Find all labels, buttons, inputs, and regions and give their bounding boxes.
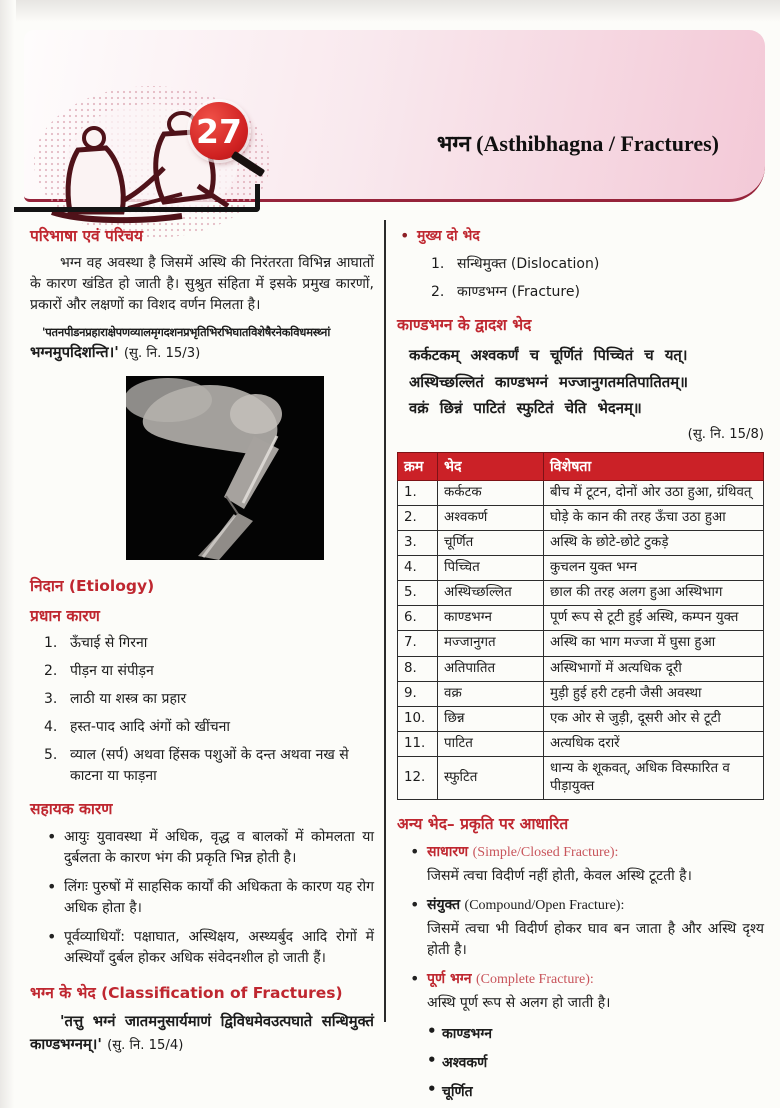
helping-causes-heading: सहायक कारण: [30, 799, 113, 818]
table-row: 9. वक्र मुड़ी हुई हरी टहनी जैसी अवस्था: [398, 681, 764, 706]
table-row: 6. काण्डभग्न पूर्ण रूप से टूटी हुई अस्थि, कम्पन युक्त: [398, 606, 764, 631]
list-item: 1. ऊँचाई से गिरना: [44, 634, 148, 651]
etiology-heading: निदान (Etiology): [30, 576, 155, 595]
other-type-compound: • संयुक्त (Compound/Open Fracture):: [407, 895, 764, 916]
table-row: 4. पिच्चित कुचलन युक्त भग्न: [398, 556, 764, 581]
table-row: 2. अश्वकर्ण घोड़े के कान की तरह ऊँचा उठा हुआ: [398, 505, 764, 530]
table-row: 7. मज्जानुगत अस्थि का भाग मज्जा में घुसा हुआ: [398, 631, 764, 656]
twelve-types-table: [397, 452, 764, 800]
col-header-bhed: भेद: [438, 452, 544, 480]
classification-heading: भग्न के भेद (Classification of Fractures): [30, 983, 343, 1002]
table-row: 11. पाटित अत्यधिक दरारें: [398, 731, 764, 756]
chapter-number: 27: [196, 111, 242, 151]
other-type-complete: • पूर्ण भग्न (Complete Fracture):: [407, 969, 764, 990]
intro-paragraph: भग्न वह अवस्था है जिसमें अस्थि की निरंतरता विभिन्न आघातों के कारण खंडित हो जाती है। सुश्रुत संहिता में इसके प्रमुख कारणों, प्रकारों और लक्षणों का विशद वर्णन मिलता है।: [30, 255, 374, 313]
sanskrit-quote-2: 'तत्तु भग्नं जातमनुसार्यमाणं द्विविधमेवउत्पघाते सन्धिमुक्तं काण्डभग्नम्।' (सु. नि. 15/4): [30, 1012, 374, 1053]
list-item: • लिंगः पुरुषों में साहसिक कार्यों की अधिकता के कारण यह रोग अधिक होता है।: [44, 877, 374, 919]
sanskrit-quote-1-line1: 'पतनपीडनप्रहाराक्षेपणव्यालमृगदशनप्रभृतिभिरभिघातविशेषैरनेकविधमस्थ्नां: [42, 325, 331, 339]
quote-1-reference: (सु. नि. 15/3): [123, 346, 201, 361]
table-row: 1. कर्कटक बीच में टूटन, दोनों ओर उठा हुआ, ग्रंथिवत्: [398, 480, 764, 505]
col-header-visheshta: विशेषता: [544, 452, 764, 480]
list-item: 2. पीड़न या संपीड़न: [44, 662, 154, 679]
verse-line: अस्थिच्छल्लितं काण्डभग्नं मज्जानुगतमतिपातितम्॥: [409, 373, 688, 391]
list-item: • पूर्वव्याधियाँ: पक्षाघात, अस्थिक्षय, अस्थ्यर्बुद आदि रोगों में अस्थियाँ दुर्बल होकर अधिक संवेदनशील हो जाती हैं।: [44, 927, 374, 969]
intro-heading: परिभाषा एवं परिचय: [30, 227, 144, 245]
list-item: • आयुः युवावस्था में अधिक, वृद्ध व बालकों में कोमलता या दुर्बलता के कारण भंग की प्रकृति भिन्न होती है।: [44, 827, 374, 869]
verse-reference: (सु. नि. 15/8): [687, 426, 764, 442]
sanskrit-verse: [397, 343, 764, 442]
column-divider: [384, 220, 386, 1022]
banner-corner-line: [14, 184, 260, 212]
verse-line: कर्कटकम् अश्वकर्णं च चूर्णितं पिच्चितं च यत्।: [409, 347, 688, 364]
table-row: 8. अतिपातित अस्थिभागों में अत्यधिक दूरी: [398, 656, 764, 681]
list-item: 3. लाठी या शस्त्र का प्रहार: [44, 690, 187, 707]
table-header-row: [398, 452, 764, 480]
list-item: 4. हस्त-पाद आदि अंगों को खींचना: [44, 718, 231, 735]
table-row: 12. स्फुटित धान्य के शूकवत्, अधिक विस्फारित व पीड़ायुक्त: [398, 756, 764, 799]
table-row: 10. छिन्न एक ओर से जुड़ी, दूसरी ओर से टूटी: [398, 706, 764, 731]
list-item: 2. काण्डभग्न (Fracture): [431, 284, 580, 300]
sanskrit-quote-1-line2: भग्नमुपदिशन्ति।' (सु. नि. 15/3): [30, 344, 201, 361]
col-header-kram: क्रम: [398, 452, 438, 480]
other-type-simple: • साधारण (Simple/Closed Fracture):: [407, 842, 764, 863]
chapter-number-badge: [190, 102, 248, 160]
list-item: • काण्डभग्न: [427, 1024, 764, 1043]
other-type-complete-desc: अस्थि पूर्ण रूप से अलग हो जाती है।: [427, 995, 611, 1012]
twelve-types-heading: काण्डभग्न के द्वादश भेद: [397, 316, 532, 334]
other-types-heading: अन्य भेद– प्रकृति पर आधारित: [397, 815, 569, 834]
scan-left-shadow: [0, 0, 16, 1108]
list-item: • अश्वकर्ण: [427, 1053, 764, 1072]
quote-2-reference: (सु. नि. 15/4): [107, 1037, 184, 1053]
scan-top-shadow: [0, 0, 780, 26]
right-column: [397, 226, 764, 1101]
list-item: 5. व्याल (सर्प) अथवा हिंसक पशुओं के दन्त अथवा नख से काटना या फाड़ना: [44, 746, 349, 784]
primary-causes-heading: प्रधान कारण: [30, 606, 100, 625]
list-item: 1. सन्धिमुक्त (Dislocation): [431, 256, 600, 272]
main-types-heading: • मुख्य दो भेद: [397, 226, 764, 247]
other-type-compound-desc: जिसमें त्वचा भी विदीर्ण होकर घाव बन जाता है और अस्थि दृश्य होती है।: [427, 921, 764, 959]
left-column: [30, 224, 374, 1057]
chapter-title: भग्न (Asthibhagna / Fractures): [436, 131, 719, 156]
table-row: 5. अस्थिच्छल्लित छाल की तरह अलग हुआ अस्थिभाग: [398, 581, 764, 606]
xray-image: [126, 376, 324, 560]
chapter-banner: [24, 30, 765, 202]
verse-line: वक्रं छिन्नं पाटितं स्फुटितं चेति भेदनम्॥: [409, 400, 642, 418]
other-type-simple-desc: जिसमें त्वचा विदीर्ण नहीं होती, केवल अस्थि टूटती है।: [427, 868, 692, 885]
list-item: • चूर्णित: [427, 1082, 764, 1101]
table-row: 3. चूर्णित अस्थि के छोटे-छोटे टुकड़े: [398, 531, 764, 556]
